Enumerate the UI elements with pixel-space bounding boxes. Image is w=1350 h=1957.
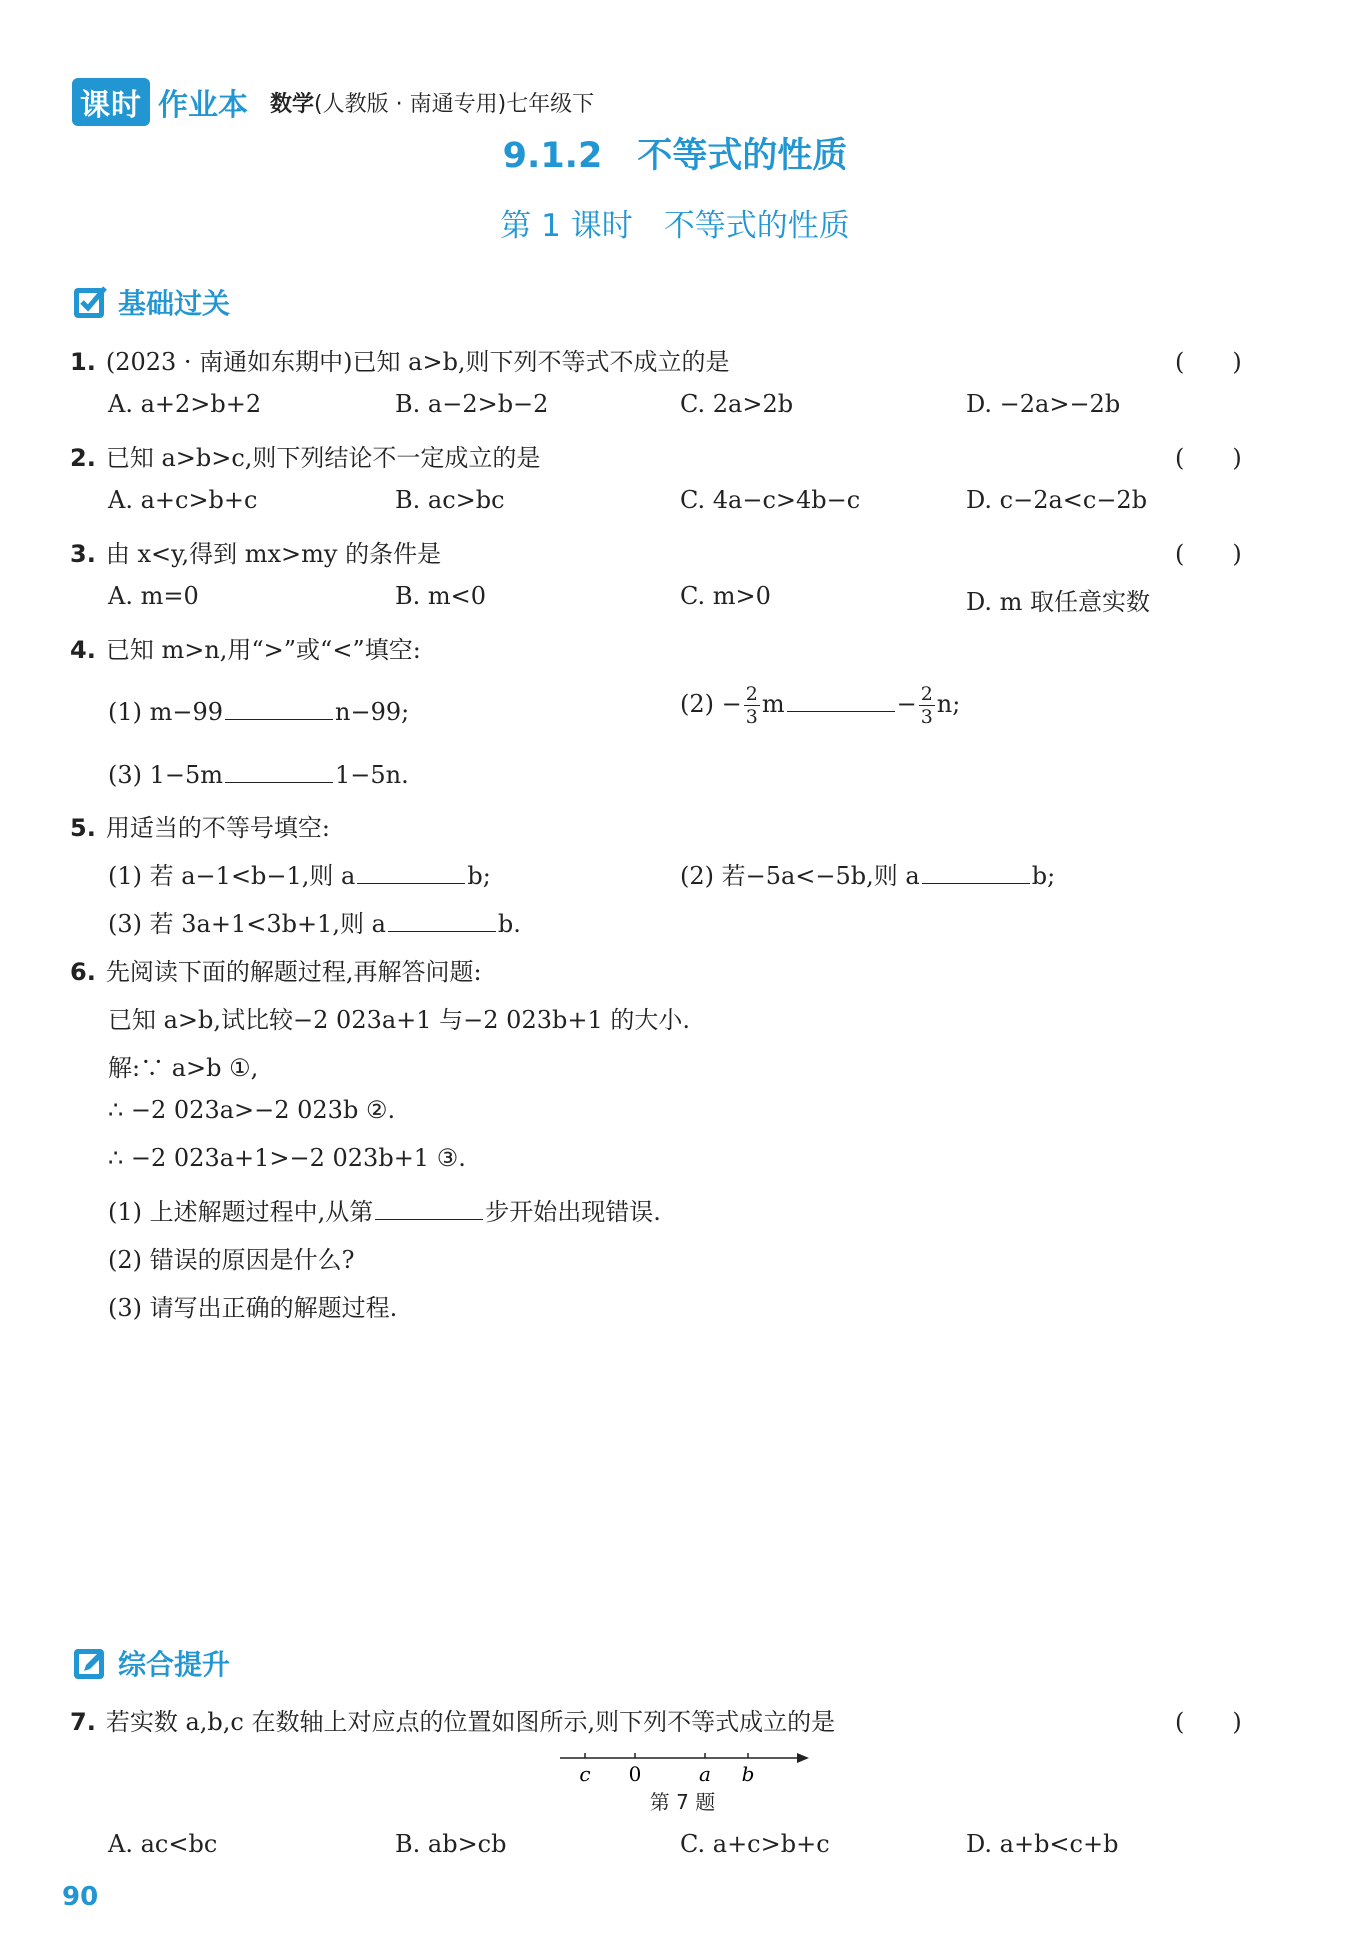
book-subtitle — [270, 87, 594, 118]
solution-line: ∴ −2 023a>−2 023b ②. — [108, 1096, 396, 1124]
option-d: D. m 取任意实数 — [966, 588, 1151, 616]
label-zero: 0 — [628, 1762, 642, 1786]
question-7 — [70, 1702, 835, 1737]
figure-caption: 第 7 题 — [649, 1790, 716, 1814]
option-a: A. m=0 — [108, 582, 199, 610]
question-3 — [70, 534, 441, 569]
question-number: 6. — [70, 958, 96, 986]
answer-blank[interactable] — [225, 697, 333, 720]
question-number: 1. — [70, 348, 96, 376]
question-4-part-1 — [108, 697, 409, 726]
expr-right: n; — [936, 690, 961, 718]
expr-right: n−99; — [335, 698, 410, 726]
option-c: C. 4a−c>4b−c — [680, 486, 861, 514]
label-a: a — [699, 1762, 711, 1786]
number-line-figure — [555, 1748, 815, 1790]
question-text: (2023 · 南通如东期中)已知 a>b,则下列不等式不成立的是 — [105, 348, 730, 376]
question-text: 由 x<y,得到 mx>my 的条件是 — [105, 540, 442, 568]
fraction-denominator: 3 — [920, 706, 933, 728]
sub-question-3: (3) 请写出正确的解题过程. — [108, 1294, 398, 1322]
option-c: C. a+c>b+c — [680, 1830, 830, 1858]
section-basic-label: 基础过关 — [118, 287, 231, 320]
sub-question-2: (2) 错误的原因是什么? — [108, 1246, 355, 1274]
expr-left: (3) 1−5m — [108, 761, 224, 789]
expr-right: b; — [467, 862, 491, 890]
option-b: B. ab>cb — [395, 1830, 507, 1858]
question-text: 用适当的不等号填空: — [105, 814, 330, 842]
expr-prefix: − — [896, 690, 917, 718]
label-b: b — [741, 1762, 755, 1786]
brand-name: 作业本 — [158, 88, 248, 123]
answer-blank[interactable] — [388, 909, 496, 932]
question-number: 2. — [70, 444, 96, 472]
brand-logo: 课时 — [72, 78, 150, 126]
question-5 — [70, 808, 330, 843]
page-header — [72, 78, 594, 126]
answer-blank[interactable] — [922, 861, 1030, 884]
section-advanced-label: 综合提升 — [118, 1648, 231, 1681]
answer-blank[interactable] — [787, 689, 895, 712]
arrow-icon — [797, 1753, 809, 1763]
question-number: 3. — [70, 540, 96, 568]
expr-variable: m — [761, 690, 785, 718]
answer-parenthesis: ( ) — [1175, 540, 1242, 568]
edition: (人教版 · 南通专用)七年级下 — [314, 91, 595, 117]
expr-left: (3) 若 3a+1<3b+1,则 a — [108, 910, 386, 938]
expr-right: b. — [497, 910, 521, 938]
lesson-title: 第 1 课时 不等式的性质 — [500, 208, 850, 244]
question-1 — [70, 342, 730, 377]
fraction-numerator: 2 — [920, 683, 933, 705]
option-b: B. ac>bc — [395, 486, 505, 514]
option-c: C. 2a>2b — [680, 390, 794, 418]
expr-left: (1) m−99 — [108, 698, 224, 726]
answer-blank[interactable] — [225, 760, 333, 783]
answer-blank[interactable] — [375, 1197, 483, 1220]
question-number: 7. — [70, 1708, 96, 1736]
question-text: 先阅读下面的解题过程,再解答问题: — [105, 958, 482, 986]
page-number: 90 — [62, 1882, 99, 1912]
option-d: D. −2a>−2b — [966, 390, 1121, 418]
fraction-denominator: 3 — [745, 706, 758, 728]
expr-right: 1−5n. — [335, 761, 409, 789]
answer-blank[interactable] — [357, 861, 465, 884]
question-4-part-3 — [108, 760, 409, 789]
expr-left: (1) 若 a−1<b−1,则 a — [108, 862, 356, 890]
question-number: 5. — [70, 814, 96, 842]
expr-right: b; — [1031, 862, 1056, 890]
pencil-edit-icon — [72, 1645, 108, 1681]
fraction — [919, 683, 935, 728]
question-text: 若实数 a,b,c 在数轴上对应点的位置如图所示,则下列不等式成立的是 — [105, 1708, 836, 1736]
section-basic — [72, 282, 230, 322]
question-4-part-2 — [680, 683, 960, 728]
answer-parenthesis: ( ) — [1175, 348, 1242, 376]
fraction-numerator: 2 — [745, 683, 758, 705]
sub-question-1 — [108, 1192, 661, 1227]
solution-line: 已知 a>b,试比较−2 023a+1 与−2 023b+1 的大小. — [108, 1006, 690, 1034]
subject: 数学 — [270, 91, 315, 117]
option-a: A. a+c>b+c — [108, 486, 258, 514]
section-title: 9.1.2 不等式的性质 — [502, 136, 848, 176]
label-c: c — [579, 1762, 591, 1786]
question-text: 已知 a>b>c,则下列结论不一定成立的是 — [105, 444, 541, 472]
fraction — [744, 683, 760, 728]
option-a: A. ac<bc — [108, 1830, 218, 1858]
question-6 — [70, 952, 482, 987]
solution-line: 解:∵ a>b ①, — [108, 1054, 259, 1082]
question-2 — [70, 438, 540, 473]
checkbox-icon — [72, 284, 108, 320]
section-advanced — [72, 1643, 230, 1683]
expr-left: (2) 若−5a<−5b,则 a — [680, 862, 920, 890]
option-d: D. a+b<c+b — [966, 1830, 1119, 1858]
expr-prefix: (2) − — [680, 690, 742, 718]
sub-question-text: 步开始出现错误. — [485, 1198, 661, 1226]
question-text: 已知 m>n,用“>”或“<”填空: — [105, 636, 421, 664]
sub-question-text: (1) 上述解题过程中,从第 — [108, 1198, 374, 1226]
answer-parenthesis: ( ) — [1175, 444, 1242, 472]
question-4 — [70, 630, 421, 665]
question-5-part-2 — [680, 856, 1055, 891]
question-number: 4. — [70, 636, 96, 664]
answer-parenthesis: ( ) — [1175, 1708, 1242, 1736]
solution-line: ∴ −2 023a+1>−2 023b+1 ③. — [108, 1144, 466, 1172]
question-5-part-3 — [108, 904, 521, 939]
option-b: B. m<0 — [395, 582, 487, 610]
option-d: D. c−2a<c−2b — [966, 486, 1148, 514]
option-b: B. a−2>b−2 — [395, 390, 549, 418]
option-a: A. a+2>b+2 — [108, 390, 262, 418]
question-5-part-1 — [108, 856, 491, 891]
option-c: C. m>0 — [680, 582, 771, 610]
